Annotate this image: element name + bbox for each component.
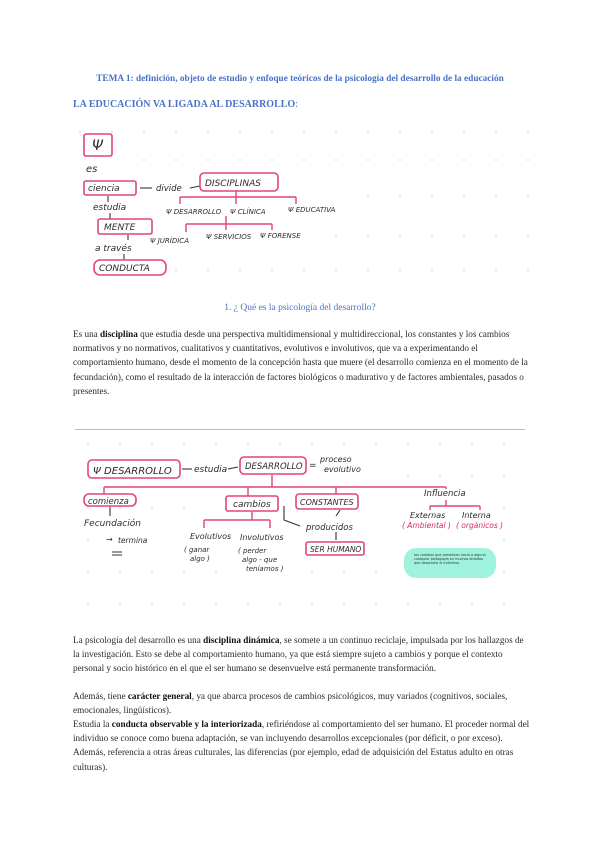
paragraph-dynamic	[73, 633, 530, 676]
connector-estudia-desarrollo	[228, 467, 238, 469]
label-conducta: CONDUCTA	[99, 264, 150, 274]
question-heading: 1. ¿ Qué es la psicología del desarrollo?	[224, 303, 376, 313]
label-proceso: proceso	[320, 455, 352, 464]
psi-symbol: Ψ	[92, 138, 104, 154]
label-psi-clinica: Ψ CLÍNICA	[230, 208, 266, 216]
label-ganar-2: algo )	[190, 555, 210, 563]
sticky-note-text: los cambios que presentan hacia a alguna cualquier pedagogía en muchos ámbitos que desarrolla el individuo	[414, 553, 486, 565]
p1-bold-1: disciplina	[100, 329, 138, 339]
p3-text-2: , ya que abarca procesos de cambios psicológicos, muy variados (cognitivos, sociales, emocionales, lingüísticos).	[73, 691, 508, 716]
label-perder-3: teníamos )	[246, 565, 284, 573]
label-psi-desarrollo-2: Ψ DESARROLLO	[93, 466, 172, 477]
label-psi-forense: Ψ FORENSE	[260, 232, 301, 240]
p4-bold-1: conducta observable y la interiorizada	[111, 719, 262, 729]
label-a-traves: a través	[95, 244, 132, 254]
termina-marks	[112, 552, 122, 555]
label-disciplinas: DISCIPLINAS	[205, 179, 261, 189]
label-perder-2: algo - que	[242, 556, 278, 564]
label-ser-humano: SER HUMANO	[310, 545, 362, 554]
label-es: es	[86, 164, 98, 175]
label-fecundacion: Fecundación	[84, 519, 141, 529]
label-mente: MENTE	[104, 223, 136, 233]
p1-text-2: que estudia desde una perspectiva multidimensional y multidireccional, los constantes y los cambios normativos y no normativos, cualitativos y cuantitativos, evolutivos e involutivos, que va a experimentando el comportamiento humano, desde el momento de la concepción hasta que muere (el desarrollo comienza en el momento de la fecundación), como el resultado de la interacción de factores biológicos o madurativo y de factores ambientales, pasados o presentes.	[73, 329, 528, 396]
label-psi-educativa: Ψ EDUCATIVA	[288, 206, 336, 214]
paragraph-behaviour	[73, 717, 530, 774]
paragraph-general	[73, 689, 530, 717]
label-influencia: Influencia	[424, 489, 466, 499]
label-estudia: estudia	[93, 203, 127, 213]
label-evolutivos: Evolutivos	[190, 532, 232, 541]
cambios-branches	[204, 512, 270, 528]
label-cambios: cambios	[233, 500, 271, 510]
label-externas: Externas	[410, 511, 446, 520]
influencia-branches	[430, 500, 480, 510]
p3-bold-1: carácter general	[127, 691, 192, 701]
p4-text-1: Estudia la	[73, 719, 112, 729]
label-divide: divide	[156, 184, 182, 194]
label-constantes: CONSTANTES	[300, 498, 354, 507]
label-arrow: →	[106, 535, 113, 544]
label-equals: =	[309, 461, 317, 471]
label-involutivos: Involutivos	[240, 533, 284, 542]
label-ganar: ( ganar	[184, 546, 210, 554]
document-title: TEMA 1: definición, objeto de estudio y enfoque teóricos de la psicología del desarrollo de la educación	[96, 74, 504, 84]
label-producidos: producidos	[306, 523, 353, 533]
p1-text-1: Es una	[73, 329, 101, 339]
label-perder: ( perder	[238, 547, 267, 555]
label-psi-desarrollo: Ψ DESARROLLO	[166, 208, 222, 216]
label-organicos: ( orgánicos )	[456, 521, 504, 530]
p3-text-1: Además, tiene	[73, 691, 128, 701]
label-ciencia: ciencia	[88, 184, 120, 194]
label-comienza: comienza	[88, 497, 129, 507]
p2-text-2: , se somete a un continuo reciclaje, impulsada por los hallazgos de la investigación. Esto se debe al comportamiento humano, ya que está siempre sujeto a cambios y porque el contexto personal y socio histórico en el que el ser humano se desenvuelve está permanente transformación.	[73, 635, 524, 674]
p4-text-2: , refiriéndose al comportamiento del ser humano. El proceder normal del individuo se conoce como buena adaptación, se van incluyendo desarrollos excepcionales (por déficit, o por exceso). Además, referencia a otras áreas culturales, las diferencias (por ejemplo, edad de adquisición del Estatus adulto en otras culturas).	[73, 719, 530, 772]
label-psi-juridica: Ψ JURÍDICA	[150, 237, 189, 245]
section-heading-colon: :	[295, 99, 298, 110]
label-termina: termina	[118, 536, 148, 545]
label-ambiental: ( Ambiental )	[402, 521, 451, 530]
p2-bold-1: disciplina dinámica	[203, 635, 280, 645]
label-estudia-2: estudia	[194, 465, 228, 475]
label-interna: Interna	[462, 511, 491, 520]
label-desarrollo-box: DESARROLLO	[245, 462, 303, 472]
p2-text-1: La psicología del desarrollo es una	[73, 635, 204, 645]
label-psi-servicios: Ψ SERVICIOS	[206, 233, 252, 241]
label-evolutivo: evolutivo	[324, 465, 361, 474]
section-heading-text: LA EDUCACIÓN VA LIGADA AL DESARROLLO	[73, 99, 296, 110]
